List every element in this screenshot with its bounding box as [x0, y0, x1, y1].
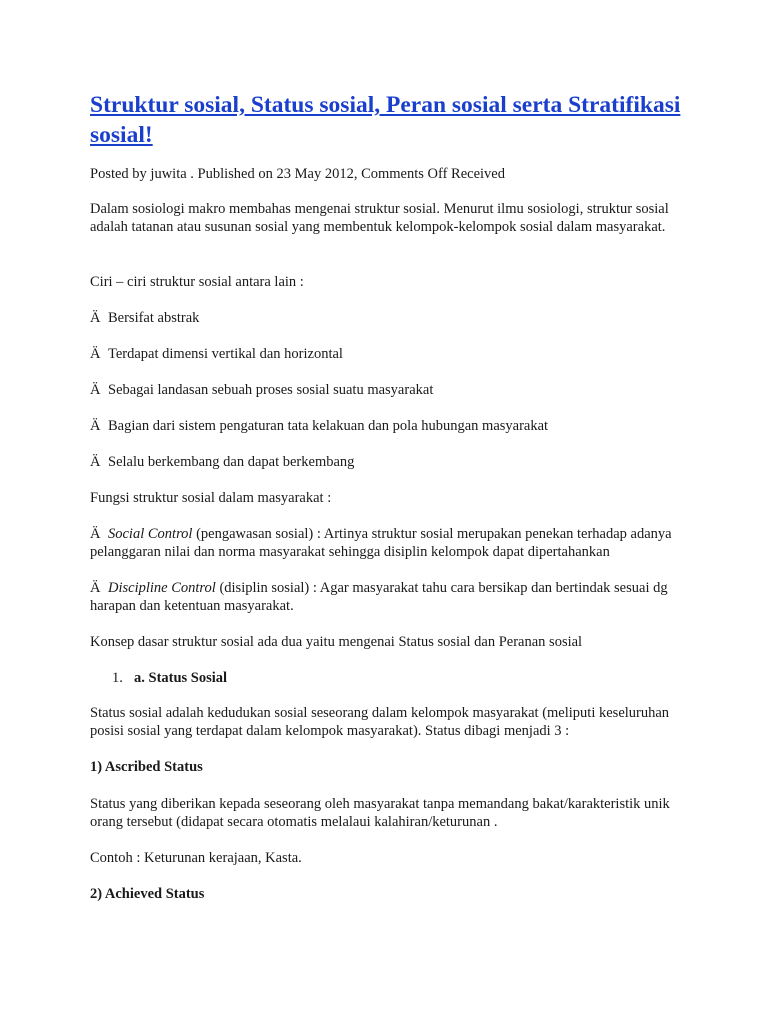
achieved-heading: 2) Achieved Status [90, 886, 205, 902]
post-meta: Posted by juwita . Published on 23 May 2012, Comments Off Received [90, 166, 505, 182]
fungsi-heading: Fungsi struktur sosial dalam masyarakat : [90, 490, 332, 506]
ciri-item [90, 417, 690, 435]
ciri-item [90, 453, 690, 471]
bullet-marker: Ä [90, 382, 101, 398]
ciri-item-text: Sebagai landasan sebuah proses sosial suatu masyarakat [108, 382, 434, 398]
bullet-marker: Ä [90, 454, 101, 470]
fungsi-item [90, 525, 690, 561]
fungsi-term: Discipline Control [108, 580, 216, 596]
contoh-paragraph: Contoh : Keturunan kerajaan, Kasta. [90, 850, 302, 866]
fungsi-item [90, 579, 690, 615]
fungsi-term: Social Control [108, 526, 193, 542]
fungsi-text: (pengawasan sosial) : Artinya struktur sosial merupakan penekan terhadap adanya pelanggaran nilai dan norma masyarakat sehingga disiplin kelompok dapat dipertahankan [90, 526, 672, 560]
bullet-marker: Ä [90, 418, 101, 434]
article-title-link[interactable]: Struktur sosial, Status sosial, Peran sosial serta Stratifikasi sosial! [90, 92, 681, 148]
ciri-item-text: Bersifat abstrak [108, 310, 200, 326]
konsep-paragraph: Konsep dasar struktur sosial ada dua yaitu mengenai Status sosial dan Peranan sosial [90, 634, 583, 650]
ciri-item [90, 381, 690, 399]
numbered-list-item [90, 669, 690, 687]
status-paragraph: Status sosial adalah kedudukan sosial seseorang dalam kelompok masyarakat (meliputi keseluruhan posisi sosial yang terdapat dalam kelompok masyarakat). Status dibagi menjadi 3 : [90, 705, 670, 739]
ciri-heading: Ciri – ciri struktur sosial antara lain : [90, 274, 304, 290]
ascribed-paragraph: Status yang diberikan kepada seseorang oleh masyarakat tanpa memandang bakat/karakteristik unik orang tersebut (didapat secara otomatis melalaui kalahiran/keturunan . [90, 796, 670, 830]
bullet-marker: Ä [90, 310, 101, 326]
ascribed-heading: 1) Ascribed Status [90, 759, 203, 775]
status-sosial-heading: a. Status Sosial [134, 670, 228, 686]
ciri-item-text: Bagian dari sistem pengaturan tata kelakuan dan pola hubungan masyarakat [108, 418, 549, 434]
bullet-marker: Ä [90, 580, 101, 596]
ciri-item-text: Terdapat dimensi vertikal dan horizontal [108, 346, 343, 362]
ciri-item [90, 309, 690, 327]
ciri-item-text: Selalu berkembang dan dapat berkembang [108, 454, 355, 470]
bullet-marker: Ä [90, 346, 101, 362]
ciri-item [90, 345, 690, 363]
intro-paragraph: Dalam sosiologi makro membahas mengenai struktur sosial. Menurut ilmu sosiologi, struktur sosial adalah tatanan atau susunan sosial yang membentuk kelompok-kelompok sosial dalam masyarakat. [90, 201, 669, 235]
bullet-marker: Ä [90, 526, 101, 542]
fungsi-text: (disiplin sosial) : Agar masyarakat tahu cara bersikap dan bertindak sesuai dg harapan dan ketentuan masyarakat. [90, 580, 668, 614]
list-number: 1. [112, 670, 123, 686]
